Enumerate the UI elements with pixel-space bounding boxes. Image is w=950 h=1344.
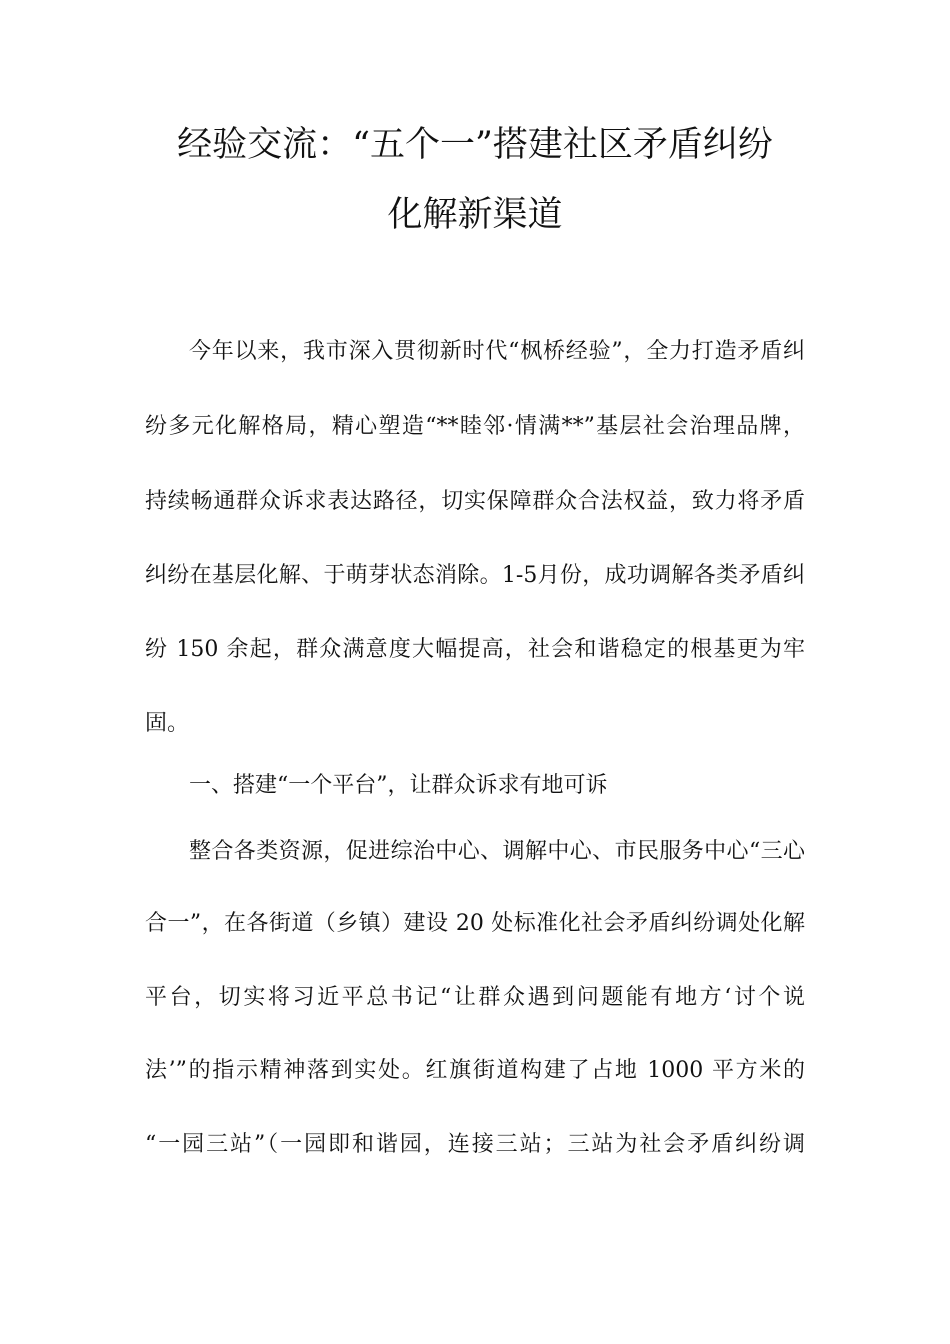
text-line: 持续畅通群众诉求表达路径，切实保障群众合法权益，致力将矛盾 bbox=[145, 489, 805, 514]
text-line: 纷 150 余起，群众满意度大幅提高，社会和谐稳定的根基更为牢 bbox=[145, 637, 805, 662]
text-line: 今年以来，我市深入贯彻新时代“枫桥经验”，全力打造矛盾纠 bbox=[189, 339, 805, 364]
text-line: 固。 bbox=[145, 711, 190, 736]
text-line: 纷多元化解格局，精心塑造“**睦邻·情满**”基层社会治理品牌， bbox=[145, 414, 805, 439]
text-line: 法’”的指示精神落到实处。红旗街道构建了占地 1000 平方米的 bbox=[145, 1058, 805, 1083]
text-line: 平台，切实将习近平总书记“让群众遇到问题能有地方‘讨个说 bbox=[145, 985, 805, 1010]
document-title-line-2: 化解新渠道 bbox=[387, 195, 563, 235]
text-line: 合一”，在各街道（乡镇）建设 20 处标准化社会矛盾纠纷调处化解 bbox=[145, 911, 805, 936]
text-line: 整合各类资源，促进综治中心、调解中心、市民服务中心“三心 bbox=[189, 839, 805, 864]
text-line: “一园三站”（一园即和谐园，连接三站；三站为社会矛盾纠纷调 bbox=[145, 1132, 805, 1157]
text-line: 纠纷在基层化解、于萌芽状态消除。1-5月份，成功调解各类矛盾纠 bbox=[145, 563, 805, 588]
heading-line: 一、搭建“一个平台”，让群众诉求有地可诉 bbox=[189, 773, 608, 798]
document-title-line-1: 经验交流：“五个一”搭建社区矛盾纠纷 bbox=[177, 125, 773, 165]
